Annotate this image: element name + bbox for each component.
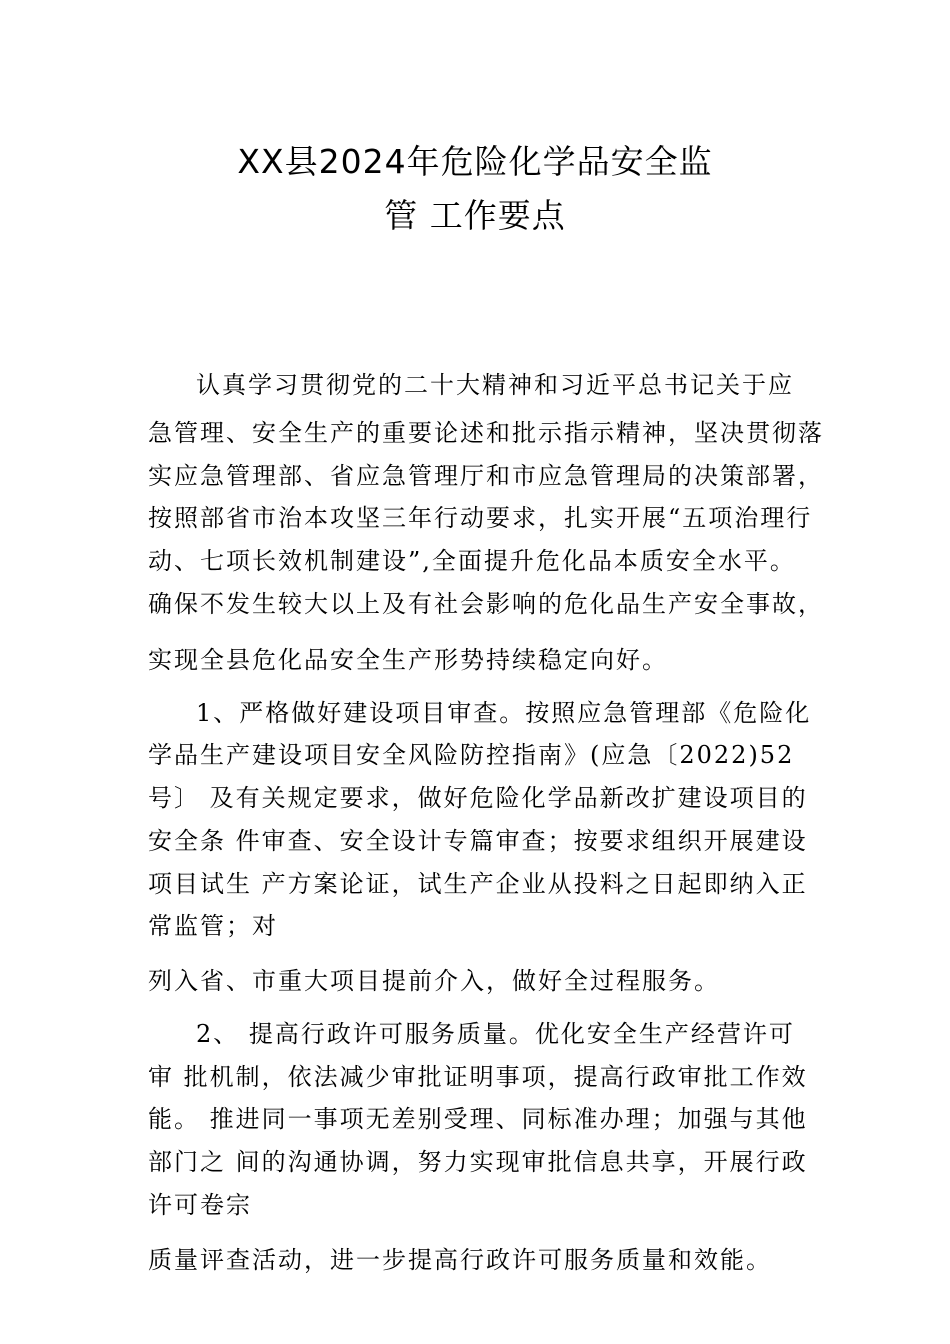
paragraph-line: 部门之 间的沟通协调，努力实现审批信息共享，开展行政 [148,1148,808,1176]
paragraph-line: 实现全县危化品安全生产形势持续稳定向好。 [148,646,668,674]
paragraph-line: 能。 推进同一事项无差别受理、同标准办理；加强与其他 [148,1105,808,1133]
paragraph-line: 按照部省市治本攻坚三年行动要求，扎实开展“五项治理行 [148,504,813,532]
paragraph-line: 1、严格做好建设项目审查。按照应急管理部《危险化 [196,699,812,727]
paragraph-line: 认真学习贯彻党的二十大精神和习近平总书记关于应 [196,371,794,399]
paragraph-line: 学品生产建设项目安全风险防控指南》(应急〔2022)52 [148,741,795,769]
paragraph-line: 项目试生 产方案论证，试生产企业从投料之日起即纳入正 [148,870,808,898]
paragraph-line: 安全条 件审查、安全设计专篇审查；按要求组织开展建设 [148,827,808,855]
document-title-line-1: XX县2024年危险化学品安全监 [237,142,713,181]
paragraph-line: 常监管；对 [148,912,278,940]
paragraph-line: 急管理、安全生产的重要论述和批示指示精神，坚决贯彻落 [148,419,824,447]
paragraph-line: 确保不发生较大以上及有社会影响的危化品生产安全事故， [148,590,824,618]
paragraph-line: 许可卷宗 [148,1191,252,1219]
paragraph-line: 审 批机制，依法减少审批证明事项，提高行政审批工作效 [148,1063,808,1091]
document-title-line-2: 管 工作要点 [384,196,566,235]
paragraph-line: 质量评查活动，进一步提高行政许可服务质量和效能。 [148,1246,772,1274]
paragraph-line: 2、 提高行政许可服务质量。优化安全生产经营许可 [196,1020,795,1048]
paragraph-line: 动、七项长效机制建设”,全面提升危化品本质安全水平。 [148,547,796,575]
paragraph-line: 实应急管理部、省应急管理厅和市应急管理局的决策部署， [148,462,824,490]
paragraph-line: 号〕 及有关规定要求，做好危险化学品新改扩建设项目的 [148,784,808,812]
paragraph-line: 列入省、市重大项目提前介入，做好全过程服务。 [148,967,720,995]
